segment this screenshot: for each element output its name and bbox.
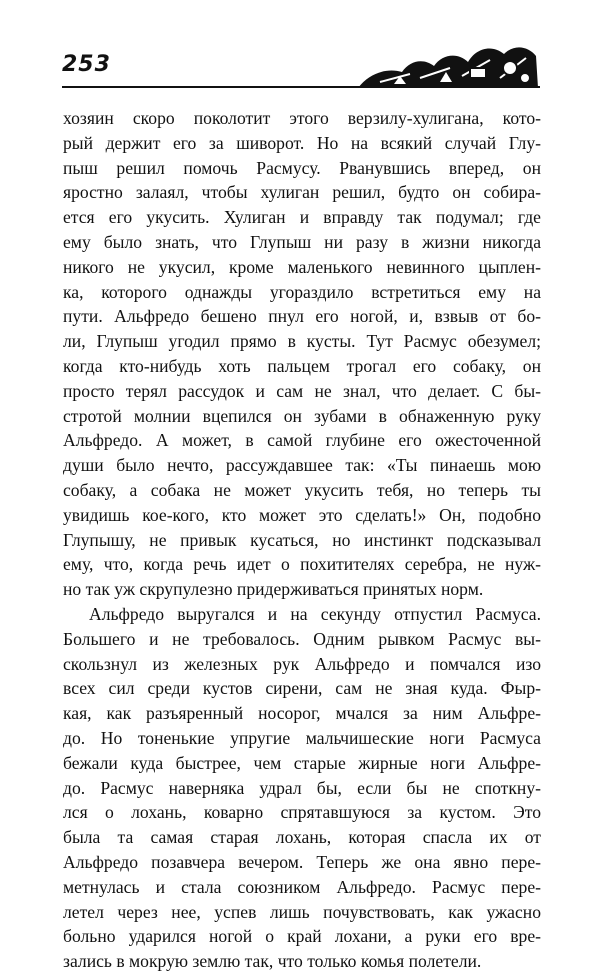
text-line: ли, Глупыш угодил прямо в кусты. Тут Расмус обезумел; xyxy=(63,331,541,352)
text-line: до. Но тоненькие упругие мальчишеские ноги Расмуса xyxy=(63,727,541,748)
text-line: Глупышу, не привык кусаться, но инстинкт подсказывал xyxy=(63,529,541,550)
text-line: но так уж скрупулезно придерживаться принятых норм. xyxy=(63,579,484,600)
text-line: Альфредо позавчера вечером. Теперь же она явно пере- xyxy=(63,851,541,872)
text-line: всех сил среди кустов сирени, сам не зная куда. Фыр- xyxy=(63,678,541,699)
text-line: Альфредо выругался и на секунду отпустил Расмуса. xyxy=(89,603,541,624)
text-line: Большего и не требовалось. Одним рывком Расмус вы- xyxy=(63,628,541,649)
text-line: метнулась и стала союзником Альфредо. Расмус пере- xyxy=(63,876,541,897)
text-line: никого не укусил, кроме маленького невинного цыплен- xyxy=(63,256,541,277)
text-line: до. Расмус наверняка удрал бы, если бы не споткну- xyxy=(63,777,541,798)
page-number: 253 xyxy=(62,52,111,77)
page-header xyxy=(62,38,540,94)
text-line: хозяин скоро поколотит этого верзилу-хулигана, кото- xyxy=(63,108,541,128)
text-line: стротой молнии вцепился он зубами в обнаженную руку xyxy=(63,405,541,426)
paragraph-1 xyxy=(63,106,541,602)
text-line: увидишь кое-кого, кто может это сделать!» Он, подобно xyxy=(63,504,541,525)
text-line: рый держит его за шиворот. Но на всякий случай Глу- xyxy=(63,132,541,153)
text-line: просто терял рассудок и сам не знал, что делает. С бы- xyxy=(63,380,541,401)
text-line: Альфредо. А может, в самой глубине его ожесточенной xyxy=(63,430,541,451)
text-line: пути. Альфредо бешено пнул его ногой, и, взвыв от бо- xyxy=(63,306,541,327)
text-line: ется его укусить. Хулиган и вправду так подумал; где xyxy=(63,207,541,228)
text-line: зались в мокрую землю так, что только комья полетели. xyxy=(63,951,482,972)
paragraph-2 xyxy=(63,602,541,974)
text-line: бежали куда быстрее, чем старые жирные ноги Альфре- xyxy=(63,752,541,773)
text-line: была та самая старая лохань, которая спасла их от xyxy=(63,827,541,848)
text-line: когда кто-нибудь хоть пальцем трогал его собаку, он xyxy=(63,355,541,376)
text-line: лся о лохань, коварно спрятавшуюся за кустом. Это xyxy=(63,802,541,823)
text-line: летел через нее, успев лишь почувствовать, как ужасно xyxy=(63,901,541,922)
text-line: яростно залаял, чтобы хулиган решил, будто он собира- xyxy=(63,182,541,203)
text-line: ка, которого однажды угораздило встретиться ему на xyxy=(63,281,541,302)
text-line: ему, что, когда речь идет о похитителях серебра, не нуж- xyxy=(63,554,541,575)
text-line: собаку, а собака не может укусить тебя, но теперь ты xyxy=(63,479,541,500)
decorative-engraving-icon xyxy=(350,38,540,90)
text-line: пыш решил помочь Расмусу. Рванувшись вперед, он xyxy=(63,157,541,178)
text-line: кая, как разъяренный носорог, мчался за ним Альфре- xyxy=(63,703,541,724)
body-text xyxy=(63,106,541,974)
text-line: души было нечто, рассуждавшее так: «Ты пинаешь мою xyxy=(63,455,541,476)
text-line: больно ударился ногой о край лохани, а руки его вре- xyxy=(63,926,541,947)
text-line: скользнул из железных рук Альфредо и помчался изо xyxy=(63,653,541,674)
text-line: ему было знать, что Глупыш ни разу в жизни никогда xyxy=(63,231,541,252)
